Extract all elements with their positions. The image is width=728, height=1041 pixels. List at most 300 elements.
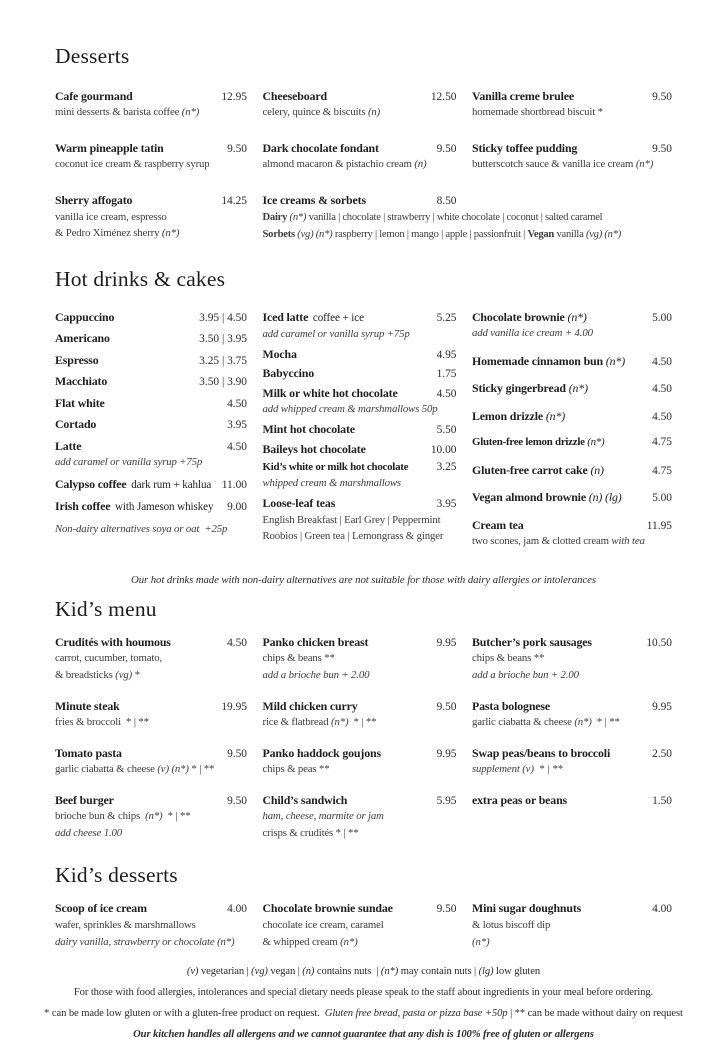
menu-item (472, 699, 672, 730)
menu-columns (55, 310, 672, 562)
item-description (472, 668, 672, 683)
item-header (263, 422, 457, 437)
item-price: 4.50 (227, 636, 247, 649)
text-segment: (vg) (115, 668, 133, 681)
text-segment: dark rum + kahlua (128, 478, 212, 491)
text-segment: Beef burger (55, 792, 114, 807)
menu-item (55, 746, 247, 777)
item-header (263, 366, 457, 381)
item-name (55, 193, 132, 208)
text-segment: whipped cream & marshmallows (262, 477, 401, 490)
text-segment: Macchiato (55, 374, 108, 389)
item-name (472, 518, 524, 533)
item-header (472, 354, 672, 369)
menu-item (55, 499, 247, 515)
text-segment: Non-dairy alternatives soya or oat +25p (55, 523, 228, 536)
text-segment: (n*) (380, 966, 399, 978)
menu-item (55, 396, 247, 411)
item-description (55, 210, 247, 225)
text-segment: homemade shortbread biscuit * (472, 106, 603, 119)
item-price: 8.50 (436, 195, 457, 208)
text-segment: Espresso (55, 352, 99, 367)
text-segment: add cheese 1.00 (55, 827, 123, 840)
item-price: 3.95 | 4.50 (199, 311, 247, 324)
text-segment: carrot, cucumber, tomato, (55, 652, 163, 665)
menu-item (472, 381, 672, 396)
text-segment: (v) (186, 966, 199, 978)
menu-column (263, 310, 457, 562)
menu-item (263, 141, 457, 172)
section-title: Desserts (55, 44, 130, 68)
text-segment: Gluten-free lemon drizzle (472, 436, 588, 449)
item-header (263, 746, 457, 761)
item-header (55, 396, 247, 411)
menu-item (55, 193, 247, 243)
item-header (263, 496, 457, 511)
menu-item (263, 635, 457, 683)
menu-item (55, 439, 247, 470)
item-description (263, 826, 457, 841)
menu-item (472, 490, 672, 505)
text-segment: supplement (v) * | ** (472, 763, 563, 776)
item-price: 9.95 (652, 700, 672, 713)
item-name (263, 901, 393, 916)
item-name (472, 89, 574, 104)
menu-item (55, 353, 247, 368)
item-description (55, 809, 247, 824)
menu-item (263, 347, 457, 362)
text-segment: chips & beans ** (262, 652, 335, 665)
item-name (55, 477, 211, 493)
text-segment: Americano (55, 331, 110, 346)
text-segment: Minute steak (55, 698, 120, 713)
item-name (472, 463, 604, 478)
menu-item (55, 89, 247, 120)
menu-item (472, 89, 672, 120)
item-description (472, 762, 672, 777)
text-segment: vanilla (556, 229, 586, 241)
item-description (472, 935, 672, 950)
text-segment: may contain nuts | (398, 966, 479, 978)
item-price: 1.75 (436, 368, 457, 381)
item-name (263, 461, 409, 474)
text-segment: butterscotch sauce & vanilla ice cream (472, 158, 636, 171)
section-title: Kid’s menu (55, 596, 157, 621)
item-name (263, 141, 379, 156)
item-description (55, 105, 247, 120)
item-header (55, 193, 247, 208)
item-name (472, 354, 625, 369)
text-segment: Homemade cinnamon bun (472, 353, 606, 368)
item-description (55, 455, 247, 470)
item-description (55, 762, 247, 777)
item-header (55, 635, 247, 650)
item-name (472, 793, 567, 808)
item-price: 12.50 (430, 90, 457, 103)
menu-item (55, 699, 247, 730)
text-segment: Calypso coffee (55, 476, 127, 491)
text-segment: extra peas or beans (472, 792, 568, 807)
text-segment: Milk or white hot chocolate (262, 385, 398, 400)
text-segment: mini desserts & barista coffee (55, 106, 182, 119)
text-segment: * | ** (188, 763, 215, 776)
footer-line (14, 986, 713, 1000)
text-segment: wafer, sprinkles & marshmallows (55, 918, 196, 931)
menu-item (263, 746, 457, 777)
text-segment: Iced latte (262, 309, 309, 324)
item-header (472, 518, 672, 533)
item-description (55, 918, 247, 933)
menu-sections (55, 44, 672, 949)
menu-item (263, 699, 457, 730)
text-segment: For those with food allergies, intolerances and special dietary needs please speak to the staff about ingredients in your meal before ordering. (73, 987, 654, 999)
item-price: 3.50 | 3.90 (199, 376, 247, 389)
item-header (472, 635, 672, 650)
text-segment: Mint hot chocolate (262, 422, 355, 437)
text-segment: & breadsticks (55, 668, 116, 681)
text-segment: Cappuccino (55, 309, 115, 324)
item-header (55, 89, 247, 104)
item-description (263, 157, 457, 172)
section-kidsdesserts (55, 863, 672, 950)
item-header (55, 439, 247, 454)
item-description (263, 513, 457, 528)
text-segment: Mild chicken curry (262, 698, 358, 713)
item-name (55, 89, 133, 104)
menu-item (55, 477, 247, 493)
text-segment: Gluten-free carrot cake (472, 462, 591, 477)
item-name (263, 193, 366, 208)
menu-item (55, 141, 247, 172)
text-segment: (n*) (567, 309, 587, 324)
menu-row (55, 699, 672, 730)
text-segment: Dark chocolate fondant (262, 140, 379, 155)
text-segment: (n*) (587, 436, 605, 449)
menu-item (55, 635, 247, 683)
text-segment: raspberry | lemon | mango | apple | passionfruit | (334, 229, 528, 241)
text-segment: two scones, jam & clotted cream (472, 535, 612, 548)
item-price: 3.50 | 3.95 (199, 333, 247, 346)
text-segment: * (132, 668, 140, 681)
menu-item (55, 331, 247, 346)
text-segment: Cafe gourmand (55, 88, 133, 103)
item-name (472, 901, 581, 916)
text-segment: ham, cheese, marmite or jam (262, 810, 384, 823)
text-segment: (n*) (340, 935, 358, 948)
text-segment: & whipped cream (262, 935, 341, 948)
item-header (55, 699, 247, 714)
menu-item (55, 522, 247, 537)
text-segment: coconut ice cream & raspberry syrup (55, 158, 210, 171)
item-header (263, 635, 457, 650)
menu-item (263, 310, 457, 342)
item-name (472, 635, 592, 650)
item-price: 12.95 (221, 90, 247, 103)
item-header (263, 141, 457, 156)
text-segment: (n*) (289, 211, 309, 223)
item-price: 2.50 (652, 747, 672, 760)
text-segment: Loose-leaf teas (262, 496, 336, 511)
item-price: 3.95 (436, 498, 457, 511)
menu-item (472, 141, 672, 172)
item-description (55, 651, 247, 666)
text-segment: (n) (590, 462, 604, 477)
item-header (55, 901, 247, 916)
item-header (55, 374, 247, 389)
item-description (472, 715, 672, 730)
text-segment: Cream tea (472, 517, 524, 532)
item-description (55, 226, 247, 241)
text-segment: chocolate ice cream, caramel (262, 918, 384, 931)
text-segment: & lotus biscoff dip (472, 918, 551, 931)
menu-item (263, 793, 457, 841)
item-name (55, 310, 114, 325)
item-price: 3.25 (436, 461, 457, 474)
item-header (263, 901, 457, 916)
item-header (55, 353, 247, 368)
text-segment: (n) (414, 158, 427, 171)
item-description (55, 668, 247, 683)
text-segment: celery, quince & biscuits (262, 106, 368, 119)
item-price: 5.95 (436, 794, 457, 807)
text-segment: * | ** (162, 810, 191, 823)
item-price: 4.00 (652, 903, 672, 916)
item-price: 14.25 (221, 195, 247, 208)
item-description (472, 918, 672, 933)
item-name (55, 439, 81, 454)
item-description (263, 651, 457, 666)
text-segment: vegan | (267, 966, 303, 978)
menu-item (263, 496, 457, 544)
text-segment: coffee + ice (310, 311, 364, 324)
item-price: 9.00 (227, 501, 247, 514)
item-description (472, 105, 672, 120)
section-desserts (55, 44, 672, 243)
footer-line (14, 1028, 713, 1041)
text-segment: (n) (367, 106, 381, 119)
text-segment: (n*) (568, 381, 588, 396)
text-segment: Dairy (262, 211, 290, 223)
text-segment: Chocolate brownie (472, 309, 568, 324)
item-header (472, 699, 672, 714)
menu-row (55, 193, 672, 243)
item-header (472, 901, 672, 916)
item-price: 4.00 (227, 903, 247, 916)
item-name (55, 635, 171, 650)
item-header (263, 193, 457, 208)
item-name (263, 422, 355, 437)
text-segment: (n*) (472, 935, 490, 948)
menu-row (55, 746, 672, 777)
item-price: 4.50 (652, 410, 672, 423)
text-segment: Latte (55, 438, 82, 453)
text-segment: (v) (n*) (157, 763, 189, 776)
menu-item (472, 793, 672, 841)
item-price: 9.95 (436, 636, 457, 649)
menu-item (55, 374, 247, 389)
text-segment: (lg) (478, 966, 494, 978)
text-segment: contains nuts | (314, 966, 381, 978)
text-segment: (n*) (574, 716, 592, 729)
item-price: 3.25 | 3.75 (199, 354, 247, 367)
item-price: 4.50 (652, 383, 672, 396)
item-header (263, 442, 457, 457)
text-segment: Vegan almond brownie (472, 490, 589, 505)
item-name (55, 417, 96, 432)
text-segment: Vanilla creme brulee (472, 88, 575, 103)
item-description (472, 326, 672, 341)
text-segment: Flat white (55, 395, 105, 410)
item-price: 9.50 (652, 142, 672, 155)
text-segment: Mini sugar doughnuts (472, 901, 582, 916)
text-segment: chips & beans ** (472, 652, 545, 665)
item-name (55, 699, 120, 714)
menu-item (55, 310, 247, 325)
item-price: 5.25 (436, 311, 457, 324)
text-segment: (vg) (251, 966, 268, 978)
menu-item (472, 901, 672, 949)
text-segment: Sherry affogato (55, 193, 133, 208)
item-price: 11.95 (646, 519, 672, 532)
text-segment: English Breakfast | Earl Grey | Peppermint (262, 513, 441, 526)
text-segment: Sticky gingerbread (472, 381, 569, 396)
item-name (263, 310, 364, 326)
menu-item (55, 793, 247, 841)
text-segment: & Pedro Ximénez sherry (55, 227, 162, 240)
text-segment: garlic ciabatta & cheese (55, 763, 158, 776)
item-description (55, 826, 247, 841)
item-price: 5.50 (436, 424, 457, 437)
menu-column (472, 310, 672, 562)
text-segment: * can be made low gluten or with a gluten-free product on request. (44, 1007, 325, 1019)
menu-item (472, 463, 672, 478)
text-segment: Pasta bolognese (472, 698, 551, 713)
text-segment: almond macaron & pistachio cream (262, 158, 415, 171)
item-name (55, 793, 114, 808)
menu-row (55, 141, 672, 172)
text-segment: fries & broccoli * | ** (55, 716, 149, 729)
item-description (263, 105, 457, 120)
text-segment: crisps & crudités * | ** (262, 827, 359, 840)
text-segment: Panko chicken breast (262, 634, 369, 649)
item-price: 3.95 (227, 419, 247, 432)
item-header (263, 793, 457, 808)
menu-item (472, 518, 672, 549)
text-segment: (n*) (331, 716, 349, 729)
menu-item (55, 417, 247, 432)
item-header (472, 310, 672, 325)
item-name (472, 381, 588, 396)
item-price: 9.50 (436, 142, 457, 155)
text-segment: vanilla | chocolate | strawberry | white chocolate | coconut | salted caramel (308, 211, 603, 223)
item-description (263, 935, 457, 950)
item-name (472, 310, 587, 325)
menu-row (55, 89, 672, 120)
text-segment: brioche bun & chips (55, 810, 146, 823)
text-segment: Chocolate brownie sundae (262, 901, 393, 916)
footer (14, 965, 713, 1041)
text-segment: dairy vanilla, strawberry or chocolate (n*) (55, 935, 235, 948)
text-segment: add whipped cream & marshmallows 50p (262, 403, 438, 416)
item-name (263, 366, 315, 381)
text-segment: Cortado (55, 417, 97, 432)
item-header (472, 89, 672, 104)
item-description (472, 651, 672, 666)
item-description (55, 157, 247, 172)
item-header (472, 746, 672, 761)
menu-item (263, 442, 457, 457)
section-note (55, 574, 672, 586)
text-segment: (n*) (161, 227, 180, 240)
item-description (472, 534, 672, 549)
text-segment: Cheeseboard (262, 88, 327, 103)
menu-row (55, 901, 672, 949)
item-name (472, 746, 610, 761)
item-price: 10.00 (430, 443, 457, 456)
menu-item (263, 901, 457, 949)
item-price: 5.00 (652, 492, 672, 505)
menu-item (472, 436, 672, 449)
item-description (472, 157, 672, 172)
item-name (55, 141, 164, 156)
item-description (55, 522, 247, 537)
item-description (263, 476, 457, 491)
item-header (472, 381, 672, 396)
text-segment: Our hot drinks made with non-dairy alternatives are not suitable for those with dairy allergies or intolerances (131, 573, 596, 586)
text-segment: Butcher’s pork sausages (472, 634, 592, 649)
item-description (55, 715, 247, 730)
item-header (55, 746, 247, 761)
section-title: Hot drinks & cakes (55, 266, 226, 291)
text-segment: (vg) (n*) (585, 229, 622, 241)
item-header (472, 490, 672, 505)
item-name (263, 89, 327, 104)
item-price: 4.50 (652, 355, 672, 368)
text-segment: garlic ciabatta & cheese (472, 716, 575, 729)
item-price: 11.00 (221, 478, 247, 491)
text-segment: (n) (lg) (588, 490, 622, 505)
item-header (55, 331, 247, 346)
text-segment: with Jameson whiskey (112, 501, 214, 514)
item-name (263, 347, 297, 362)
text-segment: Lemon drizzle (472, 408, 546, 423)
menu-item (472, 635, 672, 683)
text-segment: (n*) (545, 408, 566, 423)
text-segment: add a brioche bun + 2.00 (262, 668, 370, 681)
item-name (472, 141, 577, 156)
text-segment: * | ** (591, 716, 620, 729)
item-name (263, 699, 358, 714)
item-price: 10.50 (646, 636, 672, 649)
text-segment: Swap peas/beans to broccoli (472, 745, 611, 760)
menu-item (263, 461, 457, 491)
item-header (263, 310, 457, 326)
item-header (472, 793, 672, 808)
item-description (263, 529, 457, 544)
item-header (55, 417, 247, 432)
item-header (263, 89, 457, 104)
item-name (55, 353, 99, 368)
text-segment: Scoop of ice cream (55, 901, 147, 916)
text-segment: Our kitchen handles all allergens and we cannot guarantee that any dish is 100% free of gluten or allergens (133, 1028, 594, 1040)
item-name (263, 746, 381, 761)
item-description (263, 715, 457, 730)
item-price: 4.75 (652, 436, 672, 449)
menu-item (263, 366, 457, 381)
item-header (472, 436, 672, 449)
item-name (263, 442, 366, 457)
item-name (263, 793, 348, 808)
